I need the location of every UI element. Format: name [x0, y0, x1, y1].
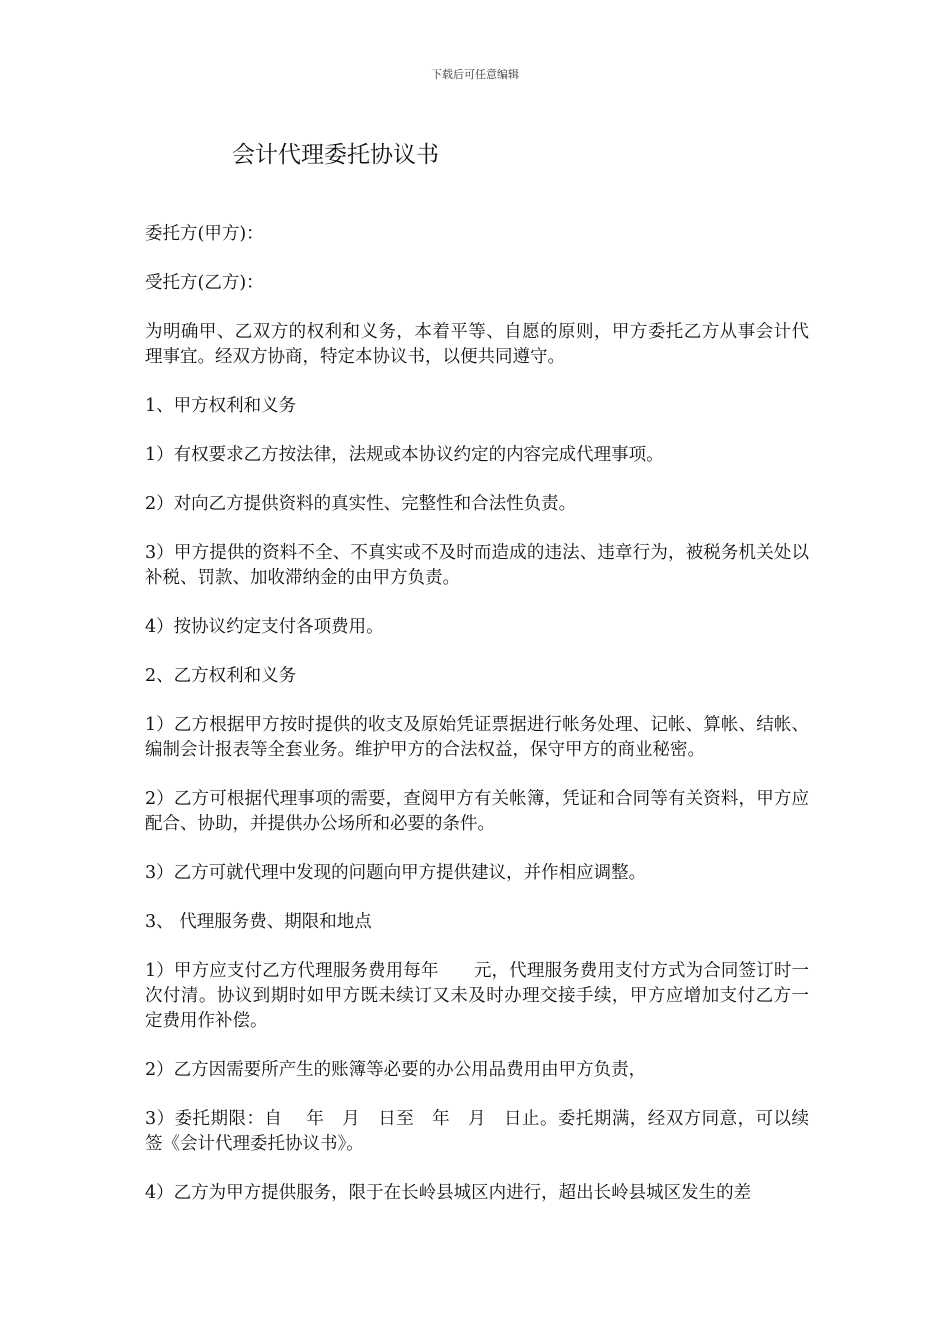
clause-2-3: 3）乙方可就代理中发现的问题向甲方提供建议，并作相应调整。	[145, 863, 647, 883]
clause-2-2: 2）乙方可根据代理事项的需要，查阅甲方有关帐簿，凭证和合同等有关资料，甲方应配合、协助，并提供办公场所和必要的条件。	[145, 789, 809, 834]
section-heading-2: 2、乙方权利和义务	[145, 666, 297, 686]
clause-1-4: 4）按协议约定支付各项费用。	[145, 617, 384, 637]
clause-1-2: 2）对向乙方提供资料的真实性、完整性和合法性负责。	[145, 494, 577, 514]
clause-3-3: 3）委托期限：自 年 月 日至 年 月 日止。委托期满，经双方同意，可以续签《会计代理委托协议书》。	[145, 1109, 809, 1154]
paragraph-agent-party: 受托方(乙方)：	[145, 273, 264, 293]
section-heading-1: 1、甲方权利和义务	[145, 396, 297, 416]
clause-3-1: 1）甲方应支付乙方代理服务费用每年 元，代理服务费用支付方式为合同签订时一次付清。协议到期时如甲方既未续订又未及时办理交接手续，甲方应增加支付乙方一定费用作补偿。	[145, 961, 809, 1031]
clause-1-3: 3）甲方提供的资料不全、不真实或不及时而造成的违法、违章行为，被税务机关处以补税、罚款、加收滞纳金的由甲方负责。	[145, 543, 809, 588]
header-note: 下载后可任意编辑	[431, 68, 519, 81]
clause-3-2: 2）乙方因需要所产生的账簿等必要的办公用品费用由甲方负责，	[145, 1060, 647, 1080]
document-title: 会计代理委托协议书	[232, 142, 439, 168]
paragraph-client-party: 委托方(甲方)：	[145, 224, 264, 244]
document-body	[145, 222, 809, 1230]
section-heading-3: 3、 代理服务费、期限和地点	[145, 912, 372, 932]
clause-2-1: 1）乙方根据甲方按时提供的收支及原始凭证票据进行帐务处理、记帐、算帐、结帐、编制会计报表等全套业务。维护甲方的合法权益，保守甲方的商业秘密。	[145, 715, 809, 760]
clause-3-4: 4）乙方为甲方提供服务，限于在长岭县城区内进行，超出长岭县城区发生的差	[145, 1183, 752, 1203]
paragraph-preamble: 为明确甲、乙双方的权利和义务，本着平等、自愿的原则，甲方委托乙方从事会计代理事宜。经双方协商，特定本协议书，以便共同遵守。	[145, 322, 809, 367]
clause-1-1: 1）有权要求乙方按法律，法规或本协议约定的内容完成代理事项。	[145, 445, 664, 465]
